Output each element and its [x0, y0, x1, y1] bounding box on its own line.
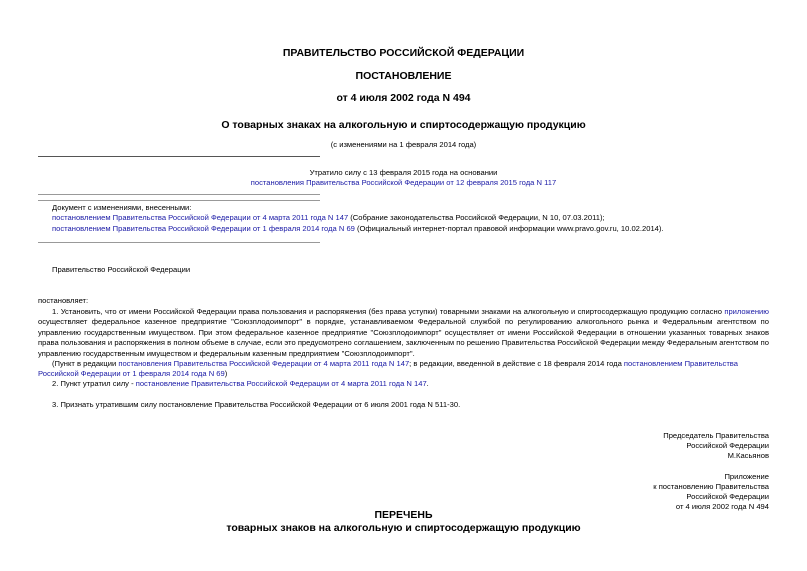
- appendix-ref: от 4 июля 2002 года N 494: [675, 502, 769, 511]
- appendix-label: Приложение: [724, 472, 769, 481]
- paragraph-2: [52, 379, 429, 389]
- decree-verb: постановляет:: [38, 296, 89, 305]
- edition-note: [38, 359, 769, 380]
- note-text: (Пункт в редакции: [52, 359, 119, 368]
- amendments-intro: Документ с изменениями, внесенными:: [52, 203, 192, 212]
- appendix-ref: Российской Федерации: [686, 492, 769, 501]
- divider: [38, 200, 320, 201]
- divider: [38, 242, 320, 243]
- amended-note: (с изменениями на 1 февраля 2014 года): [330, 140, 477, 149]
- paragraph-text: .: [426, 379, 429, 388]
- paragraph-1: [38, 307, 769, 359]
- amendment-item: [52, 213, 605, 223]
- appendix-ref: к постановлению Правительства: [653, 482, 769, 491]
- signature-name: М.Касьянов: [727, 451, 769, 460]
- amendment-source: (Собрание законодательства Российской Федерации, N 10, 07.03.2011);: [348, 213, 605, 222]
- list-subtitle: товарных знаков на алкогольную и спиртосодержащую продукцию: [226, 522, 581, 534]
- void-notice-link[interactable]: постановления Правительства Российской Федерации от 12 февраля 2015 года N 117: [250, 178, 557, 187]
- issuing-authority: Правительство Российской Федерации: [52, 265, 191, 274]
- edition-link[interactable]: постановлением Правительства Российской Федерации от 1 февраля 2014 года N 69: [38, 359, 738, 379]
- paragraph-text: осуществляет федеральное казенное предприятие "Союзплодоимпорт" в порядке, устанавливаемом Федеральной службой по регулированию алкогольного рынка и Федеральным агентством по управлению государственным имуществом. При этом федеральное казенное предприятие "Союзплодоимпорт" осуществляет от имени Российской Федерации в отношении указанных товарных знаков права пользования и распоряжения в полном объеме в случае, если это предусмотрено соглашением, заключенным по решению Правительства Российской Федерации между Федеральным агентством по управлению государственным имуществом и федеральным казенным предприятием "Союзплодоимпорт".: [38, 317, 769, 358]
- paragraph-text: 1. Установить, что от имени Российской Федерации права пользования и распоряжения (без права уступки) товарными знаками на алкогольную и спиртосодержащую продукцию согласно: [52, 307, 725, 316]
- note-text: ; в редакции, введенной в действие с 18 февраля 2014 года: [409, 359, 624, 368]
- document-type: ПОСТАНОВЛЕНИЕ: [355, 70, 452, 82]
- void-notice-text: Утратило силу с 13 февраля 2015 года на основании: [309, 168, 498, 177]
- appendix-link[interactable]: приложению: [724, 307, 769, 316]
- amendment-source: (Официальный интернет-портал правовой информации www.pravo.gov.ru, 10.02.2014).: [354, 224, 664, 233]
- signature-position: Председатель Правительства: [663, 431, 769, 440]
- amendment-item: [52, 224, 664, 234]
- paragraph-3: 3. Признать утратившим силу постановление Правительства Российской Федерации от 6 июля 2001 года N 511-30.: [52, 400, 461, 409]
- edition-link[interactable]: постановления Правительства Российской Федерации от 4 марта 2011 года N 147: [118, 359, 410, 368]
- amendment-link[interactable]: постановлением Правительства Российской Федерации от 4 марта 2011 года N 147: [52, 213, 349, 222]
- paragraph-text: 2. Пункт утратил силу -: [52, 379, 136, 388]
- document-title: О товарных знаках на алкогольную и спиртосодержащую продукцию: [221, 119, 586, 131]
- government-heading: ПРАВИТЕЛЬСТВО РОССИЙСКОЙ ФЕДЕРАЦИИ: [282, 47, 525, 59]
- signature-country: Российской Федерации: [686, 441, 769, 450]
- note-text: ): [224, 369, 228, 379]
- document-date-number: от 4 июля 2002 года N 494: [336, 92, 471, 104]
- list-title: ПЕРЕЧЕНЬ: [374, 509, 433, 521]
- amendment-link[interactable]: постановлением Правительства Российской Федерации от 1 февраля 2014 года N 69: [52, 224, 355, 233]
- repeal-link[interactable]: постановление Правительства Российской Федерации от 4 марта 2011 года N 147: [135, 379, 427, 388]
- divider: [38, 194, 320, 195]
- divider: [38, 156, 320, 157]
